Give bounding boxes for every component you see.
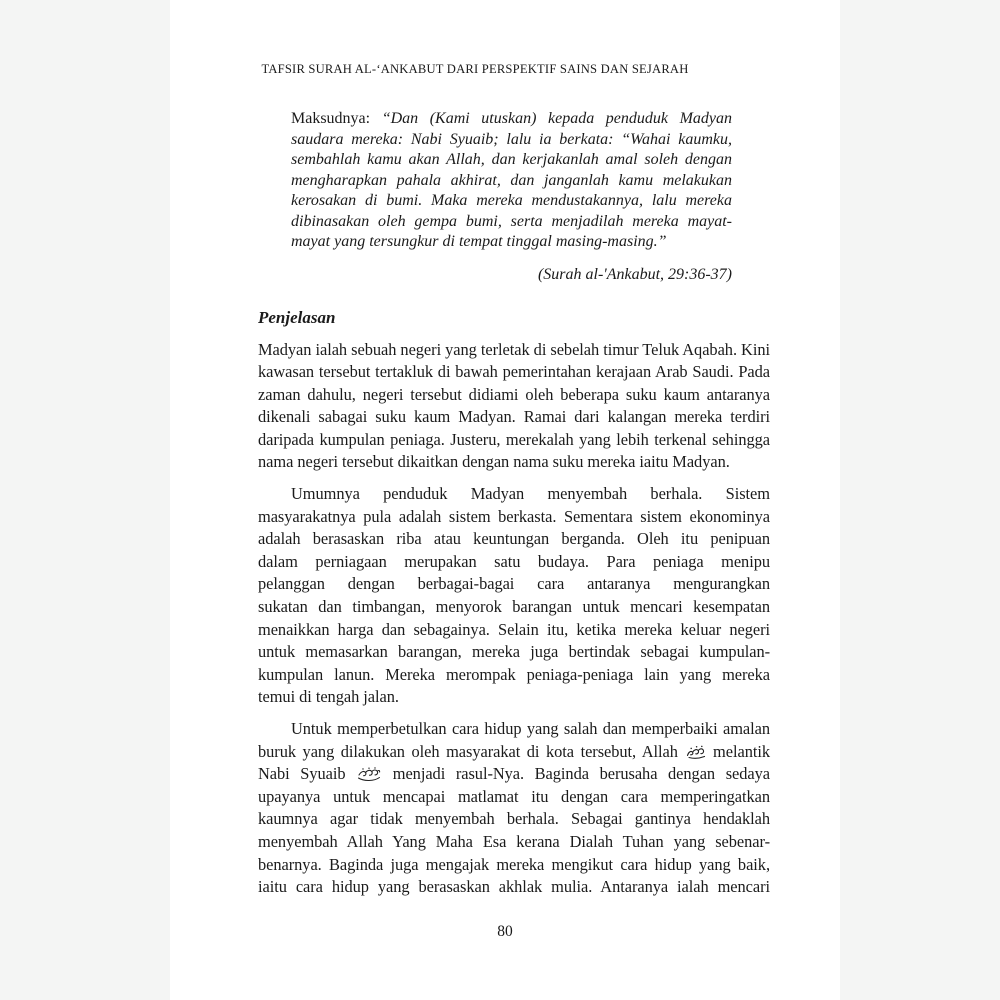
- body-paragraphs: [258, 339, 770, 899]
- section-heading: Penjelasan: [258, 307, 336, 327]
- allah-jalla-jalaluhu-honorific-icon: [686, 745, 706, 759]
- book-page: [170, 0, 840, 1000]
- text-line: temui di tengah jalan.: [258, 687, 399, 707]
- quote-text-line: saudara mereka: Nabi Syuaib; lalu ia berkata: “Wahai kaumku,: [291, 130, 732, 148]
- verse-citation: (Surah al-'Ankabut, 29:36-37): [537, 265, 732, 283]
- text-line: buruk yang dilakukan oleh masyarakat di kota tersebut, Allah melantik: [258, 741, 771, 761]
- text-line: daripada kumpulan peniaga. Justeru, merekalah yang lebih terkenal sehingga: [258, 429, 770, 449]
- quote-text-line: kerosakan di bumi. Maka mereka mendustakannya, lalu mereka: [291, 192, 732, 209]
- quote-intro-label: Maksudnya:: [291, 110, 382, 127]
- paragraph: [258, 718, 770, 899]
- text-line: Madyan ialah sebuah negeri yang terletak di sebelah timur Teluk Aqabah. Kini: [258, 339, 770, 359]
- text-line: menyembah Allah Yang Maha Esa kerana Dialah Tuhan yang sebenar-: [258, 831, 770, 851]
- quote-text-line: mengharapkan pahala akhirat, dan janganlah kamu melakukan: [291, 171, 732, 189]
- text-line: nama negeri tersebut dikaitkan dengan nama suku mereka iaitu Madyan.: [258, 452, 730, 472]
- alayhis-salam-honorific-icon: [357, 767, 381, 782]
- text-line: masyarakatnya pula adalah sistem berkasta. Sementara sistem ekonominya: [258, 506, 770, 526]
- text-line: adalah berasaskan riba atau keuntungan berganda. Oleh itu penipuan: [258, 529, 770, 549]
- text-line: Nabi Syuaib menjadi rasul-Nya. Baginda berusaha dengan sedaya: [258, 764, 770, 784]
- text-line: dalam perniagaan merupakan satu budaya. Para peniaga menipu: [258, 551, 770, 571]
- text-line: Umumnya penduduk Madyan menyembah berhala. Sistem: [291, 484, 770, 504]
- text-line: Untuk memperbetulkan cara hidup yang salah dan memperbaiki amalan: [291, 719, 770, 738]
- quote-text-line: mayat yang tersungkur di tempat tinggal masing-masing.”: [291, 233, 667, 250]
- text-line: sukatan dan timbangan, menyorok barangan untuk mencari kesempatan: [258, 597, 770, 617]
- running-header: TAFSIR SURAH AL-‘ANKABUT DARI PERSPEKTIF SAINS DAN SEJARAH: [261, 62, 689, 76]
- text-line: dikenali sabagai suku kaum Madyan. Ramai dari kalangan mereka terdiri: [258, 407, 770, 427]
- text-line: upayanya untuk mencapai matlamat itu dengan cara memperingatkan: [258, 786, 770, 806]
- text-line: zaman dahulu, negeri tersebut didiami oleh beberapa suku kaum antaranya: [258, 384, 770, 404]
- text-line: benarnya. Baginda juga mengajak mereka mengikut cara hidup yang baik,: [258, 854, 770, 874]
- text-line: menaikkan harga dan sebagainya. Selain itu, ketika mereka keluar negeri: [258, 619, 770, 639]
- page-number: 80: [497, 922, 513, 940]
- quote-text-line: dibinasakan oleh gempa bumi, serta menjadilah mereka mayat-: [291, 212, 732, 230]
- quote-text-line: sembahlah kamu akan Allah, dan kerjakanlah amal soleh dengan: [291, 151, 732, 168]
- quote-text-line: Maksudnya: “Dan (Kami utuskan) kepada penduduk Madyan: [291, 110, 732, 127]
- text-line: pelanggan dengan berbagai-bagai cara antaranya mengurangkan: [258, 574, 770, 594]
- paragraph: [258, 339, 770, 475]
- paragraph: [258, 483, 770, 709]
- text-line: iaitu cara hidup yang berasaskan akhlak mulia. Antaranya ialah mencari: [258, 877, 770, 897]
- text-line: kaumnya agar tidak menyembah berhala. Sebagai gantinya hendaklah: [258, 809, 770, 829]
- text-line: kumpulan lanun. Mereka merompak peniaga-peniaga lain yang mereka: [258, 664, 770, 684]
- text-line: untuk memasarkan barangan, mereka juga bertindak sebagai kumpulan-: [258, 642, 770, 662]
- text-line: kawasan tersebut tertakluk di bawah pemerintahan kerajaan Arab Saudi. Pada: [258, 362, 770, 382]
- quran-translation-quote: [291, 109, 732, 253]
